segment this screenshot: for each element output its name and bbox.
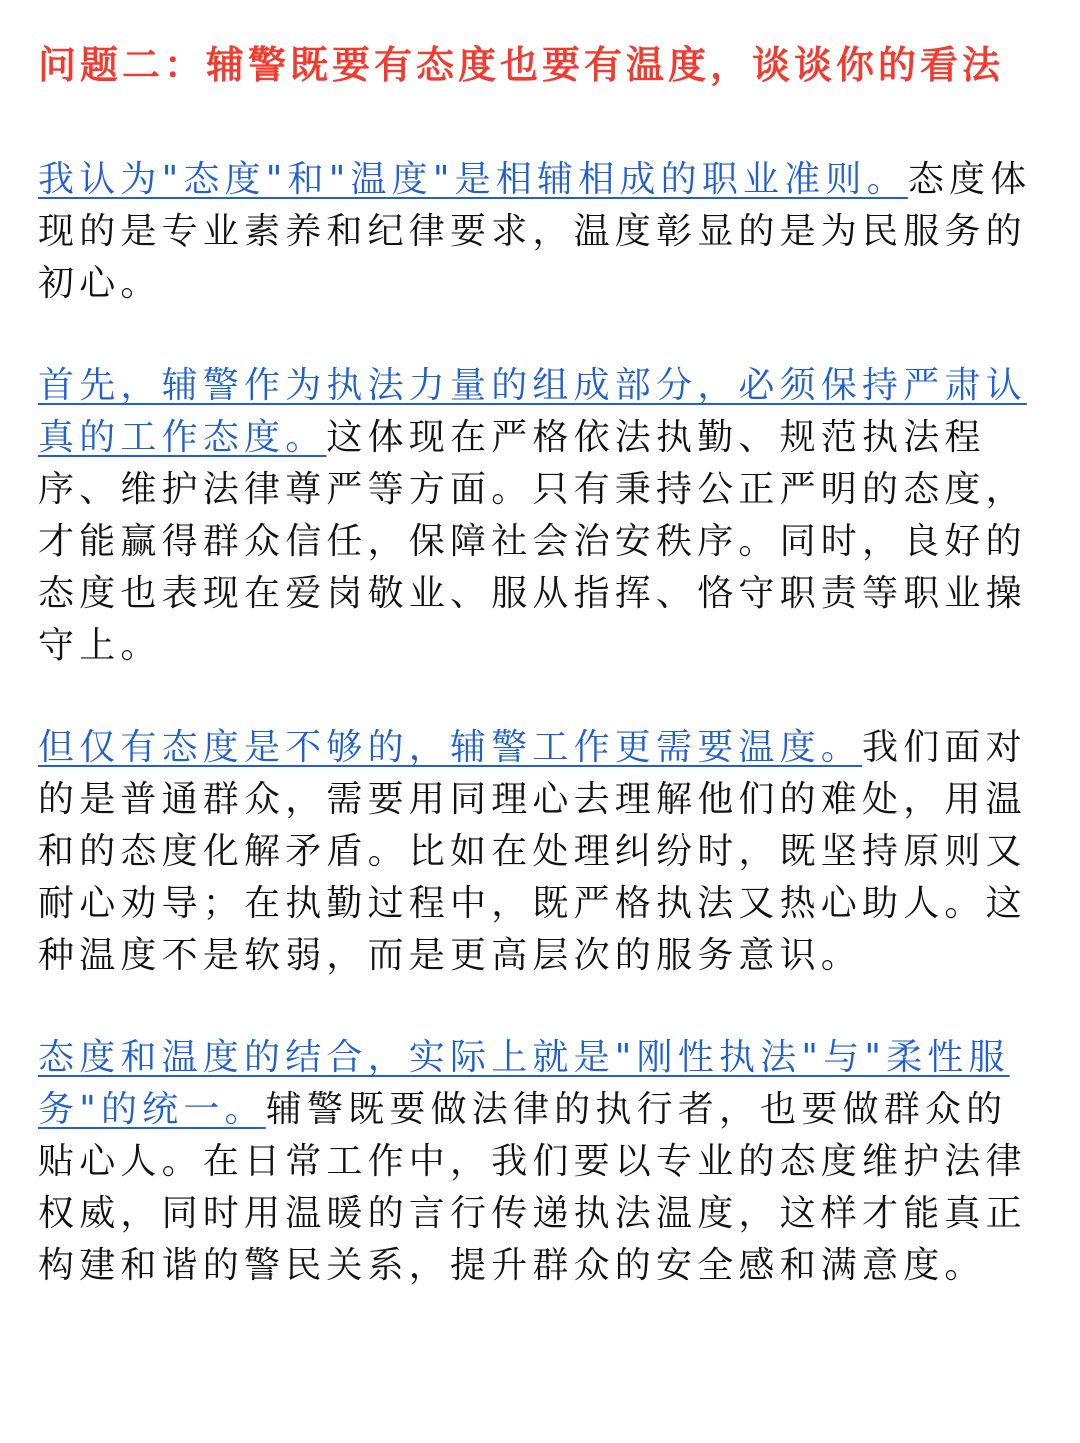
paragraph-1-body: 态度体现的是专业素养和纪律要求，温度彰显的是为民服务的初心。 [38, 159, 1032, 304]
paragraph-2 [38, 360, 1042, 672]
paragraph-3-lead: 但仅有态度是不够的，辅警工作更需要温度。 [38, 727, 863, 768]
question-title: 问题二：辅警既要有态度也要有温度，谈谈你的看法 [38, 43, 1005, 87]
paragraph-3 [38, 722, 1042, 982]
paragraph-3-body: 我们面对的是普通群众，需要用同理心去理解他们的难处，用温和的态度化解矛盾。比如在处理纠纷时，既坚持原则又耐心劝导；在执勤过程中，既严格执法又热心助人。这种温度不是软弱，而是更高层次的服务意识。 [38, 727, 1027, 976]
paragraph-2-lead: 首先，辅警作为执法力量的组成部分，必须保持严肃认真的工作态度。 [38, 365, 1027, 458]
paragraph-4-body: 辅警既要做法律的执行者，也要做群众的贴心人。在日常工作中，我们要以专业的态度维护法律权威，同时用温暖的言行传递执法温度，这样才能真正构建和谐的警民关系，提升群众的安全感和满意度。 [38, 1089, 1027, 1286]
paragraph-2-body: 这体现在严格依法执勤、规范执法程序、维护法律尊严等方面。只有秉持公正严明的态度，才能赢得群众信任，保障社会治安秩序。同时，良好的态度也表现在爱岗敬业、服从指挥、恪守职责等职业操守上。 [38, 417, 1027, 666]
document-page [38, 38, 1042, 1292]
paragraph-4-lead: 态度和温度的结合，实际上就是"刚性执法"与"柔性服务"的统一。 [38, 1037, 1010, 1130]
paragraph-4 [38, 1032, 1042, 1292]
paragraph-1 [38, 154, 1042, 310]
paragraph-1-lead: 我认为"态度"和"温度"是相辅相成的职业准则。 [38, 159, 908, 200]
